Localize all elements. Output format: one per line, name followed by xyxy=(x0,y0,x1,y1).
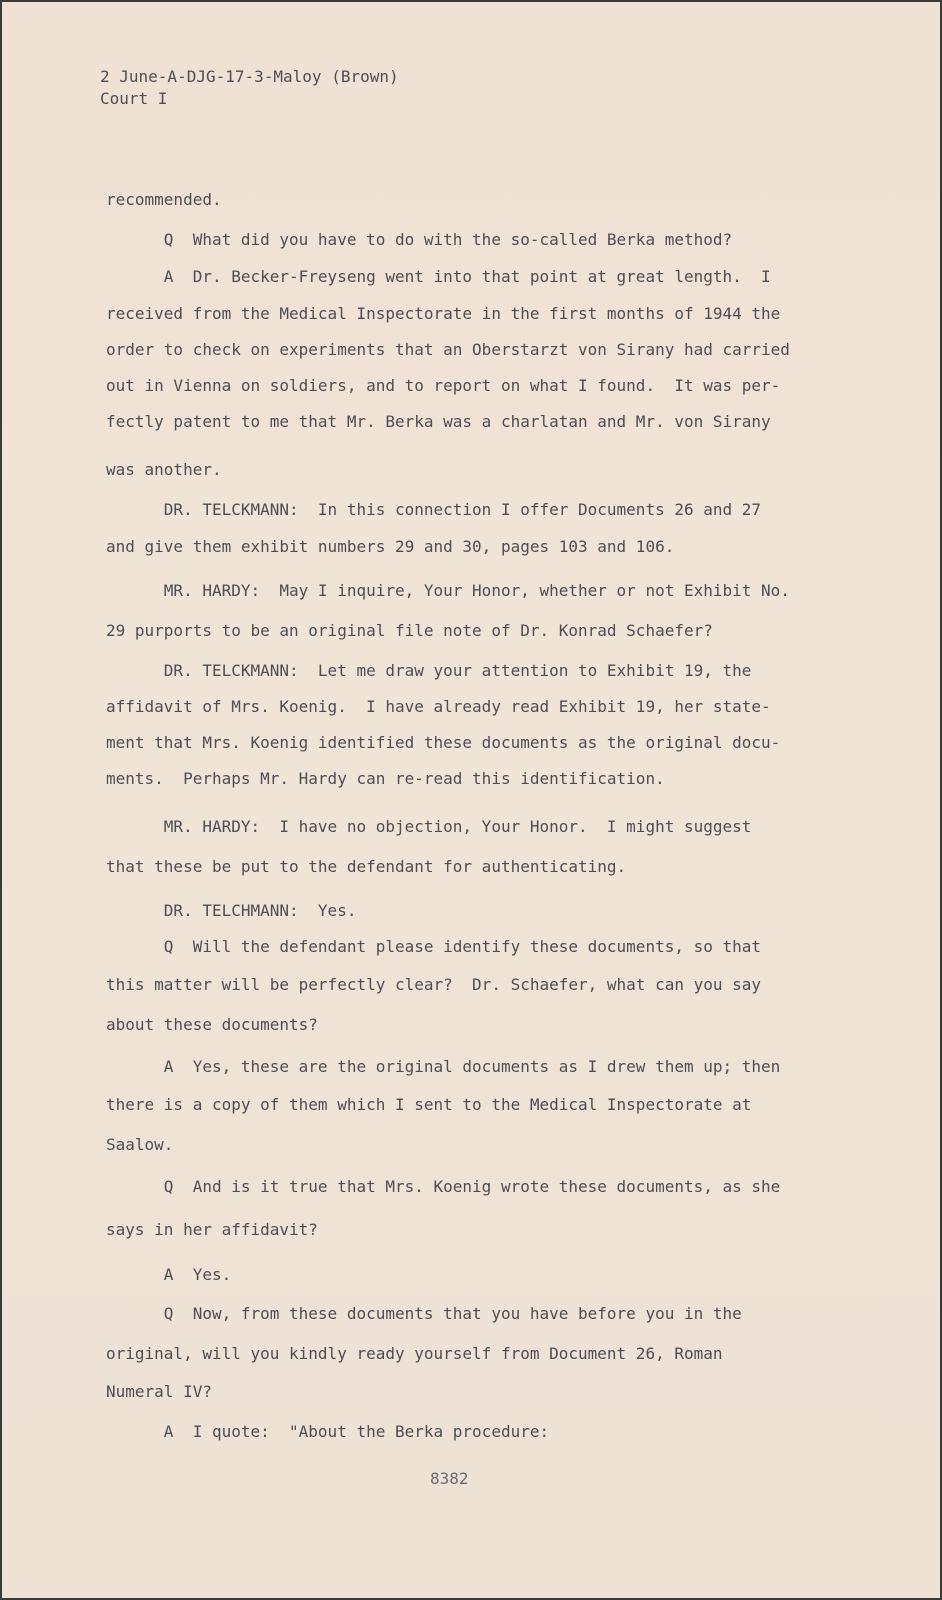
transcript-line: ment that Mrs. Koenig identified these documents as the original docu- xyxy=(106,733,781,752)
transcript-line: Q And is it true that Mrs. Koenig wrote these documents, as she xyxy=(106,1177,781,1196)
transcript-line: says in her affidavit? xyxy=(106,1220,318,1239)
transcript-line: fectly patent to me that Mr. Berka was a charlatan and Mr. von Sirany xyxy=(106,412,771,431)
transcript-line: A Yes, these are the original documents as I drew them up; then xyxy=(106,1057,781,1076)
transcript-line: Numeral IV? xyxy=(106,1382,212,1401)
transcript-line: that these be put to the defendant for authenticating. xyxy=(106,857,627,876)
transcript-line: Saalow. xyxy=(106,1135,174,1154)
page-number: 8382 xyxy=(430,1469,469,1488)
header-reference: 2 June-A-DJG-17-3-Maloy (Brown) xyxy=(100,67,399,86)
page-header xyxy=(100,66,399,110)
transcript-line: recommended. xyxy=(106,190,222,209)
transcript-line: ments. Perhaps Mr. Hardy can re-read this identification. xyxy=(106,769,665,788)
transcript-line: order to check on experiments that an Oberstarzt von Sirany had carried xyxy=(106,340,790,359)
transcript-line: DR. TELCKMANN: In this connection I offer Documents 26 and 27 xyxy=(106,500,762,519)
transcript-line: affidavit of Mrs. Koenig. I have already read Exhibit 19, her state- xyxy=(106,697,771,716)
transcript-line: out in Vienna on soldiers, and to report on what I found. It was per- xyxy=(106,376,781,395)
header-court: Court I xyxy=(100,89,168,108)
transcript-line: A Yes. xyxy=(106,1265,232,1284)
transcript-line: was another. xyxy=(106,460,222,479)
transcript-line: MR. HARDY: May I inquire, Your Honor, whether or not Exhibit No. xyxy=(106,581,790,600)
transcript-line: A Dr. Becker-Freyseng went into that point at great length. I xyxy=(106,267,771,286)
transcript-line: and give them exhibit numbers 29 and 30, pages 103 and 106. xyxy=(106,537,675,556)
transcript-line: DR. TELCHMANN: Yes. xyxy=(106,901,357,920)
transcript-line: this matter will be perfectly clear? Dr. Schaefer, what can you say xyxy=(106,975,762,994)
transcript-line: original, will you kindly ready yourself from Document 26, Roman xyxy=(106,1344,723,1363)
transcript-line: there is a copy of them which I sent to the Medical Inspectorate at xyxy=(106,1095,752,1114)
transcript-line: Q What did you have to do with the so-called Berka method? xyxy=(106,230,733,249)
transcript-line: received from the Medical Inspectorate in the first months of 1944 the xyxy=(106,304,781,323)
transcript-line: Q Now, from these documents that you have before you in the xyxy=(106,1304,742,1323)
transcript-line: about these documents? xyxy=(106,1015,318,1034)
transcript-line: Q Will the defendant please identify these documents, so that xyxy=(106,937,762,956)
transcript-line: DR. TELCKMANN: Let me draw your attention to Exhibit 19, the xyxy=(106,661,752,680)
transcript-line: MR. HARDY: I have no objection, Your Honor. I might suggest xyxy=(106,817,752,836)
transcript-line: 29 purports to be an original file note of Dr. Konrad Schaefer? xyxy=(106,621,713,640)
transcript-line: A I quote: "About the Berka procedure: xyxy=(106,1422,550,1441)
